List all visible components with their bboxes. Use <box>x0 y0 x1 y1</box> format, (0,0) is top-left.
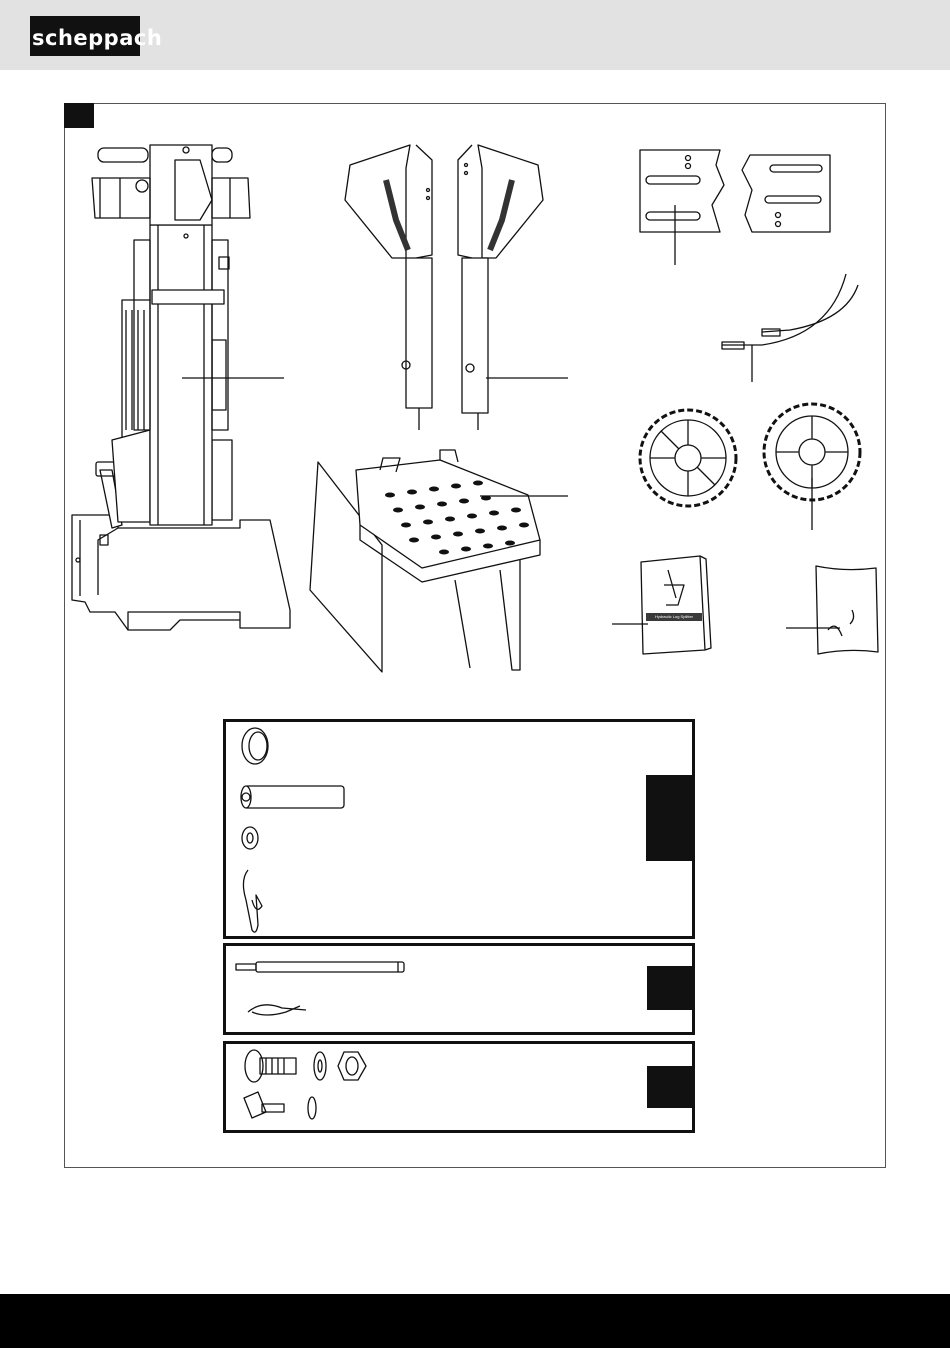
hose-icon <box>722 274 858 382</box>
parts-bag-icon <box>786 566 878 654</box>
log-table-icon <box>310 450 568 672</box>
bracket-right-icon <box>742 155 830 232</box>
log-splitter-icon <box>72 145 290 630</box>
parts-box-1 <box>223 719 695 939</box>
wheel-left-icon <box>640 410 736 506</box>
parts-box-1-tab <box>646 775 694 861</box>
parts-box-3 <box>223 1041 695 1133</box>
push-handle-right-icon <box>458 145 568 430</box>
push-handle-left-icon <box>345 145 432 430</box>
parts-box-3-tab <box>647 1066 694 1108</box>
wheel-right-icon <box>764 404 860 530</box>
bracket-left-icon <box>640 150 724 265</box>
footer-bar <box>0 1294 950 1348</box>
booklet-title: Hydraulic Log Splitter <box>646 613 702 621</box>
manual-booklet-icon <box>612 556 711 654</box>
parts-box-2 <box>223 943 695 1035</box>
parts-box-2-tab <box>647 966 694 1010</box>
brand-logo: scheppach <box>30 16 140 56</box>
